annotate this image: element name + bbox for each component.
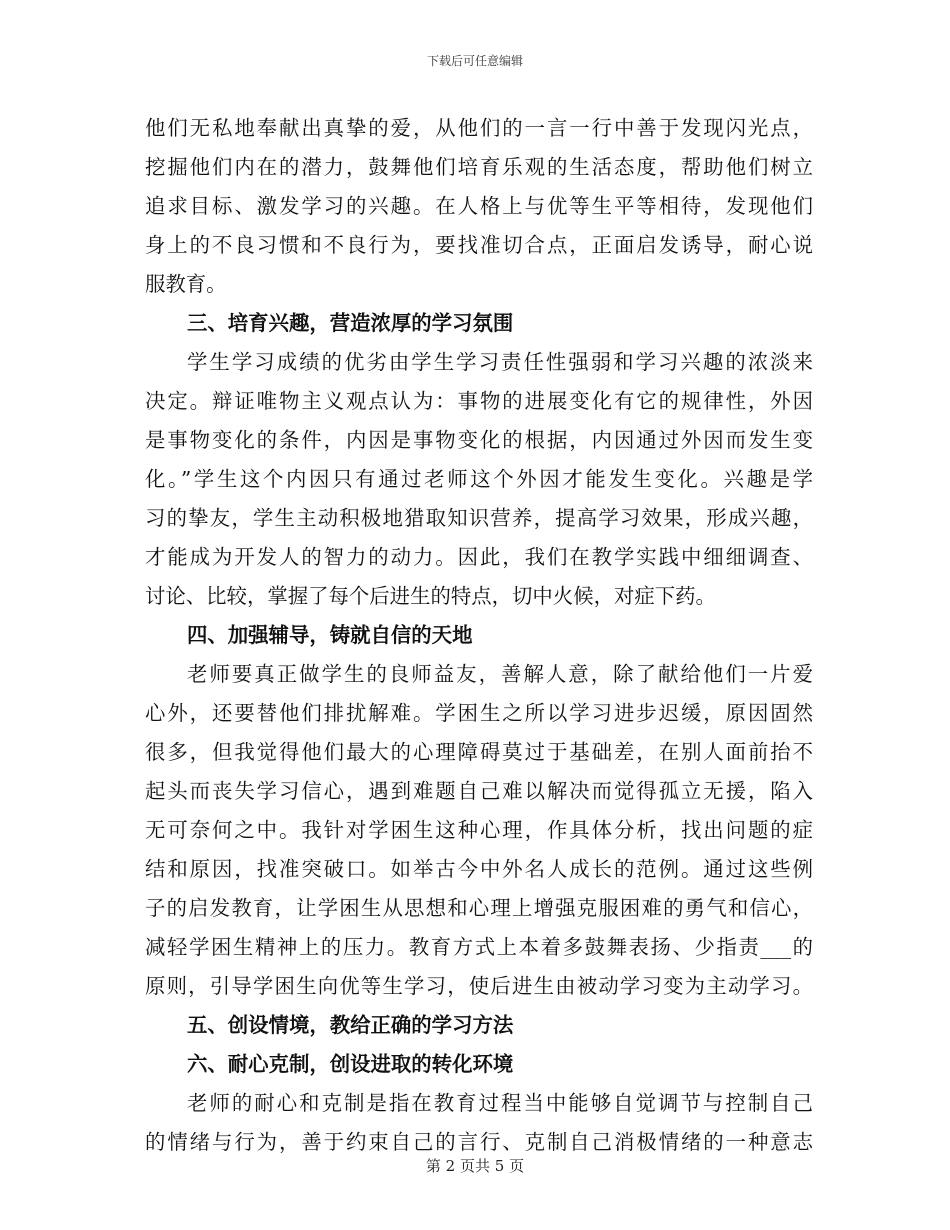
text-line: 化。”学生这个内因只有通过老师这个外因才能发生变化。兴趣是学: [145, 467, 813, 491]
text-line: 才能成为开发人的智力的动力。因此，我们在教学实践中细细调查、: [145, 545, 813, 569]
text-line: 是事物变化的条件，内因是事物变化的根据，内因通过外因而发生变: [145, 428, 813, 452]
section-heading: 六、耐心克制，创设进取的转化环境: [187, 1052, 514, 1076]
document-body: [145, 109, 813, 1162]
text-line: 结和原因，找准突破口。如举古今中外名人成长的范例。通过这些例: [145, 857, 813, 881]
text-line: 子的启发教育，让学困生从思想和心理上增强克服困难的勇气和信心，: [145, 896, 813, 920]
text-line: 很多，但我觉得他们最大的心理障碍莫过于基础差，在别人面前抬不: [145, 740, 813, 764]
text-line: 决定。辩证唯物主义观点认为：事物的进展变化有它的规律性，外因: [145, 389, 813, 413]
text-line: 的情绪与行为，善于约束自己的言行、克制自己消极情绪的一种意志: [145, 1130, 813, 1154]
text-line: 追求目标、激发学习的兴趣。在人格上与优等生平等相待，发现他们: [145, 194, 813, 218]
text-line: 原则，引导学困生向优等生学习，使后进生由被动学习变为主动学习。: [145, 974, 813, 998]
paragraph-first-line: 老师要真正做学生的良师益友，善解人意，除了献给他们一片爱: [187, 662, 813, 686]
text-line: 身上的不良习惯和不良行为，要找准切合点，正面启发诱导，耐心说: [145, 233, 813, 257]
text-line: 他们无私地奉献出真挚的爱，从他们的一言一行中善于发现闪光点，: [145, 116, 813, 140]
text-line: 起头而丧失学习信心，遇到难题自己难以解决而觉得孤立无援，陷入: [145, 779, 813, 803]
section-heading: 三、培育兴趣，营造浓厚的学习氛围: [187, 311, 514, 335]
text-line: 讨论、比较，掌握了每个后进生的特点，切中火候，对症下药。: [145, 584, 716, 608]
section-heading: 四、加强辅导，铸就自信的天地: [187, 623, 473, 647]
text-line: 挖掘他们内在的潜力，鼓舞他们培育乐观的生活态度，帮助他们树立: [145, 155, 813, 179]
section-heading: 五、创设情境，教给正确的学习方法: [187, 1013, 514, 1037]
text-line: 无可奈何之中。我针对学困生这种心理，作具体分析，找出问题的症: [145, 818, 813, 842]
page-number: 第 2 页共 5 页: [425, 1157, 525, 1175]
text-line: 服教育。: [145, 272, 227, 296]
page-header: 下载后可任意编辑: [426, 54, 523, 68]
paragraph-first-line: 学生学习成绩的优劣由学生学习责任性强弱和学习兴趣的浓淡来: [187, 350, 813, 374]
text-line: 心外，还要替他们排扰解难。学困生之所以学习进步迟缓，原因固然: [145, 701, 813, 725]
paragraph-first-line: 老师的耐心和克制是指在教育过程当中能够自觉调节与控制自己: [187, 1091, 813, 1115]
text-line: 减轻学困生精神上的压力。教育方式上本着多鼓舞表扬、少指责___的: [145, 935, 813, 959]
text-line: 习的挚友，学生主动积极地猎取知识营养，提高学习效果，形成兴趣，: [145, 506, 813, 530]
